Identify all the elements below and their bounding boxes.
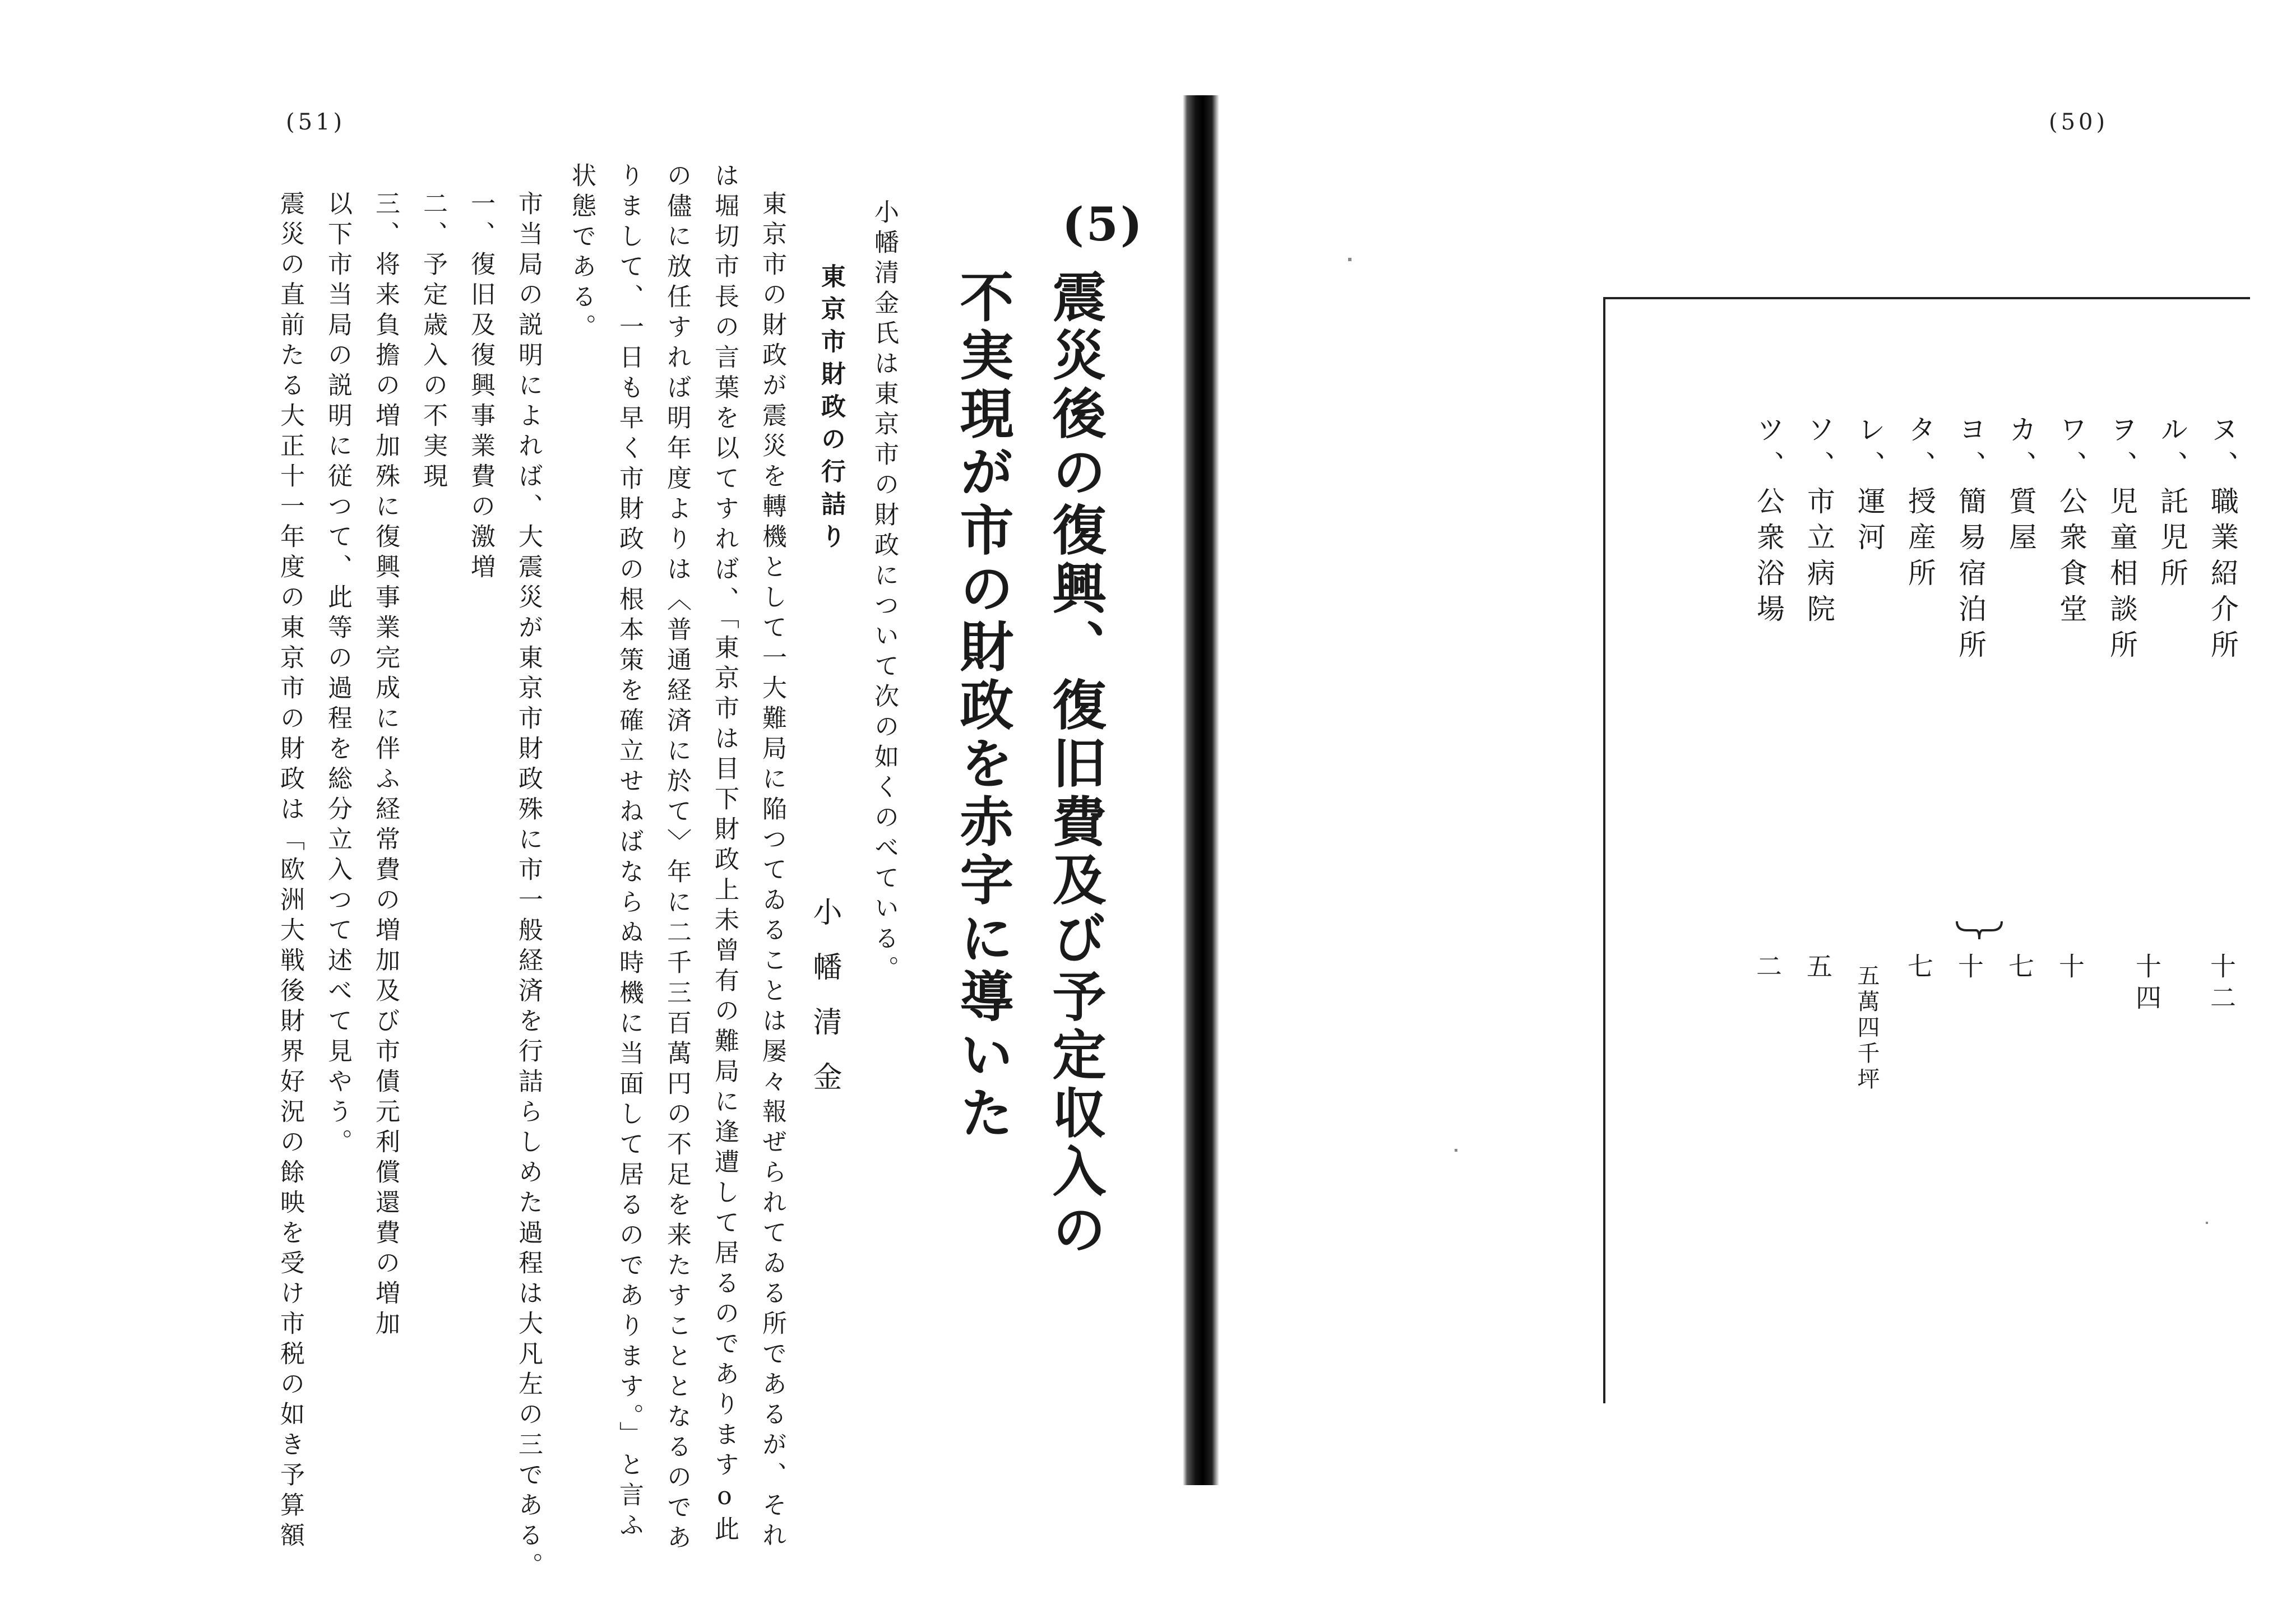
table-row-item: ヌ、職業紹介所	[2206, 415, 2239, 666]
body-paragraph: 状態である。	[567, 163, 596, 344]
body-paragraph: 市当局の説明によれば、大震災が東京市財政殊に市一般経済を行詰らしめた過程は大凡左の三である。	[514, 191, 543, 1583]
table-row-item: ル、託児所	[2156, 415, 2188, 594]
body-paragraph: 震災の直前たる大正十一年度の東京市の財政は「欧洲大戦後財界好況の餘映を受け市税の如き予算額	[276, 191, 304, 1552]
scan-speck	[1455, 1149, 1457, 1152]
body-paragraph: 東京市の財政が震災を轉機として一大難局に陥つてゐることは屡々報ぜられてゐる所であるが、それ	[758, 191, 786, 1552]
table-row-count: 五	[1803, 953, 1833, 984]
table-row-count: 二	[1752, 953, 1783, 984]
byline: 小幡清金	[808, 897, 841, 1116]
book-gutter	[1183, 95, 1219, 1485]
intro-text: 小幡清金氏は東京市の財政について次の如くのべている。	[870, 199, 899, 986]
brace-bracket-icon	[1955, 919, 2004, 942]
table-row-item: ソ、市立病院	[1803, 415, 1835, 630]
table-row-item: ワ、公衆食堂	[2055, 415, 2087, 630]
body-paragraph: の儘に放任すれば明年度よりは〈普通経済に於て〉年に二千三百萬円の不足を来たすこととなるのであ	[663, 163, 691, 1555]
table-row-item: ヨ、簡易宿泊所	[1954, 415, 1987, 666]
scan-speck	[1348, 258, 1351, 261]
table-row-count: 七	[2005, 953, 2035, 984]
page-number-left: (51)	[286, 109, 346, 135]
table-row-item: ヲ、児童相談所	[2105, 415, 2138, 666]
table-row-count: 十	[1954, 953, 1984, 984]
table-row-count: 五萬四千坪	[1854, 964, 1880, 1093]
body-paragraph: は堀切市長の言葉を以てすれば、「東京市は目下財政上未曾有の難局に逢遭して居るのでありますo此	[710, 163, 739, 1546]
section-subheading: 東京市財政の行詰り	[817, 263, 845, 556]
list-item: 一、復旧及復興事業費の激増	[466, 191, 495, 584]
headline-line-1: 震災後の復興、復旧費及び予定収入の	[1044, 269, 1107, 1260]
table-row-count: 十	[2055, 953, 2085, 984]
table-row-item: レ、運河	[1853, 415, 1886, 558]
list-item: 三、将来負擔の増加殊に復興事業完成に伴ふ経常費の増加及び市債元利償還費の増加	[371, 191, 400, 1341]
list-item: 二、予定歳入の不実現	[419, 191, 447, 493]
page-number-right: (50)	[2049, 109, 2109, 135]
table-row-item: タ、授産所	[1904, 415, 1936, 594]
table-row-item: ツ、公衆浴場	[1752, 415, 1785, 630]
table-row-item: カ、質屋	[2005, 415, 2037, 558]
right-page	[1219, 0, 2296, 1623]
table-row-count: 十二	[2206, 953, 2237, 1015]
body-paragraph: 以下市当局の説明に従つて、此等の過程を総分立入つて述べて見やう。	[323, 191, 352, 1159]
table-row-count: 七	[1904, 953, 1934, 984]
body-paragraph: りまして、一日も早く市財政の根本策を確立せねばならぬ時機に当面して居るのであります。」と言ふ	[615, 163, 644, 1542]
headline-line-2: 不実現が市の財政を赤字に導いた	[951, 269, 1014, 1143]
article-number: (5)	[1062, 198, 1145, 252]
scan-speck	[2206, 1222, 2208, 1224]
table-row-count: 十四	[2132, 953, 2162, 1015]
